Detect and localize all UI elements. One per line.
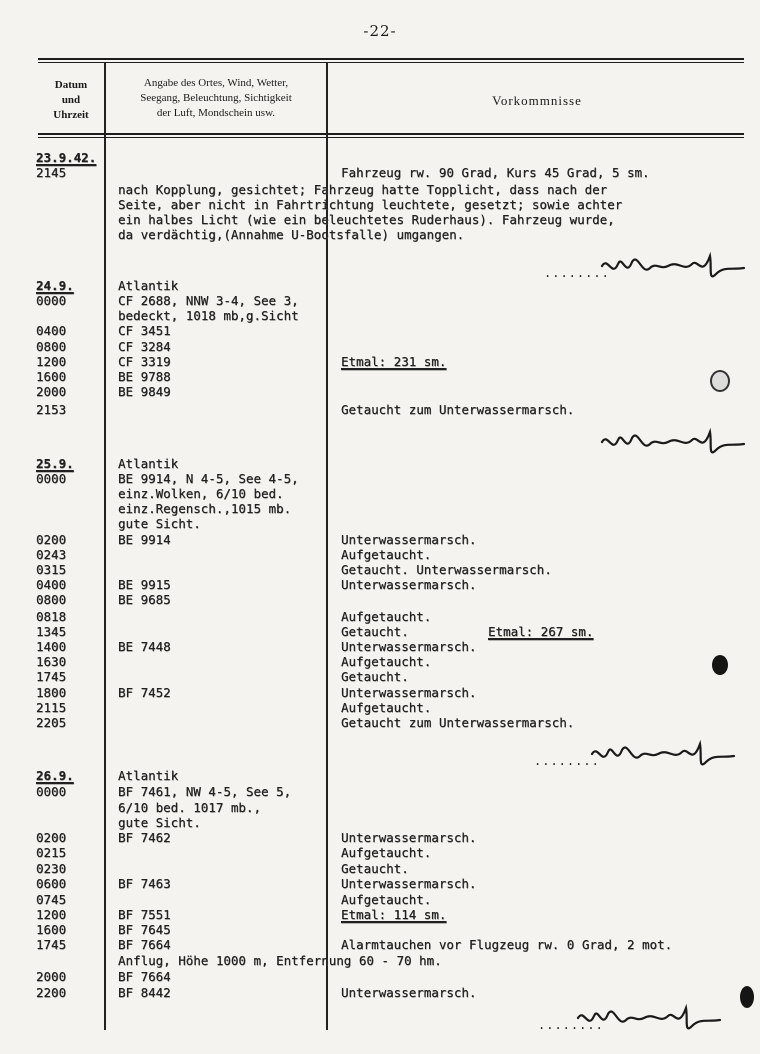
entry-time: 0243 [36,547,67,562]
entry-position: CF 3319 [118,354,171,369]
entry-time: 0745 [36,892,67,907]
event-text: Aufgetaucht. [341,547,432,562]
weather-text: gute Sicht. [118,516,201,531]
entry-position: BF 7551 [118,907,171,922]
event-text: Getaucht zum Unterwassermarsch. [341,402,575,417]
entry-time: 2000 [36,969,67,984]
entry-position: BE 9685 [118,592,171,607]
header-top-rule [38,58,744,60]
event-text: Unterwassermarsch. [341,532,477,547]
event-text: Getaucht. [341,669,409,684]
signature-2 [598,424,748,464]
entry-time: 2205 [36,715,67,730]
entry-time: 2153 [36,402,67,417]
signature-4 [574,1000,724,1040]
entry-time: 2145 [36,165,67,180]
entry-time: 2000 [36,384,67,399]
weather-text: gute Sicht. [118,815,201,830]
event-text: Seite, aber nicht in Fahrtrichtung leuchtete, gesetzt; sowie achter [118,197,623,212]
event-text: Unterwassermarsch. [341,830,477,845]
entry-time: 0400 [36,577,67,592]
entry-date: 26.9. [36,768,74,783]
weather-text: einz.Wolken, 6/10 bed. [118,486,284,501]
event-text: Getaucht. [341,624,409,639]
weather-text: Atlantik [118,768,179,783]
event-text: Getaucht. Unterwassermarsch. [341,562,552,577]
entry-position: BF 7645 [118,922,171,937]
header-datum [38,78,104,123]
entry-time: 0000 [36,293,67,308]
entry-time: 2200 [36,985,67,1000]
entry-time: 0200 [36,532,67,547]
entry-time: 1745 [36,937,67,952]
entry-position: BF 7664 [118,969,171,984]
entry-time: 1400 [36,639,67,654]
etmal-text: Etmal: 231 sm. [341,354,447,369]
weather-text: einz.Regensch.,1015 mb. [118,501,292,516]
entry-position: BE 9915 [118,577,171,592]
entry-time: 0230 [36,861,67,876]
entry-date: 24.9. [36,278,74,293]
signature-dots: ........ [534,754,600,768]
header-angabe-line: Seegang, Beleuchtung, Sichtigkeit [140,92,292,104]
entry-time: 0200 [36,830,67,845]
signature-1 [598,248,748,288]
header-datum-line: Uhrzeit [53,109,89,121]
header-datum-line: und [61,94,81,106]
entry-time: 0600 [36,876,67,891]
punch-hole-mark [740,986,754,1008]
event-text: nach Kopplung, gesichtet; Fahrzeug hatte Topplicht, dass nach der [118,182,608,197]
entry-date: 25.9. [36,456,74,471]
column-divider-datum [104,62,106,1030]
entry-time: 0000 [36,471,67,486]
etmal-text: Etmal: 267 sm. [488,624,594,639]
event-text: Fahrzeug rw. 90 Grad, Kurs 45 Grad, 5 sm. [341,165,650,180]
event-text: Aufgetaucht. [341,700,432,715]
entry-position: BF 7664 [118,937,171,952]
event-text: Aufgetaucht. [341,609,432,624]
event-text: Getaucht. [341,861,409,876]
header-bottom-rule [38,133,744,135]
weather-text: bedeckt, 1018 mb,g.Sicht [118,308,299,323]
header-datum-line: Datum [54,79,88,91]
punch-hole-mark [712,655,728,675]
entry-position: BE 9914 [118,532,171,547]
entry-time: 1600 [36,369,67,384]
event-text: Unterwassermarsch. [341,685,477,700]
event-text: Unterwassermarsch. [341,639,477,654]
header-bottom-rule-2 [38,137,744,138]
event-text: Anflug, Höhe 1000 m, Entfernung 60 - 70 hm. [118,953,442,968]
event-text: da verdächtig,(Annahme U-Bootsfalle) umgangen. [118,227,465,242]
entry-time: 1345 [36,624,67,639]
entry-position: BF 7452 [118,685,171,700]
entry-position: BE 9849 [118,384,171,399]
entry-time: 0315 [36,562,67,577]
entry-time: 0215 [36,845,67,860]
event-text: Alarmtauchen vor Flugzeug rw. 0 Grad, 2 mot. [341,937,673,952]
entry-time: 1200 [36,354,67,369]
weather-text: Atlantik [118,456,179,471]
event-text: Unterwassermarsch. [341,876,477,891]
entry-position: BF 7462 [118,830,171,845]
entry-time: 1600 [36,922,67,937]
event-text: ein halbes Licht (wie ein beleuchtetes Ruderhaus). Fahrzeug wurde, [118,212,615,227]
header-vorkommnisse: Vorkommnisse [492,93,582,108]
entry-time: 0800 [36,592,67,607]
entry-time: 1200 [36,907,67,922]
signature-3 [588,736,738,776]
weather-text: CF 2688, NNW 3-4, See 3, [118,293,299,308]
weather-text: Atlantik [118,278,179,293]
entry-position: BF 8442 [118,985,171,1000]
entry-position: BE 9788 [118,369,171,384]
event-text: Getaucht zum Unterwassermarsch. [341,715,575,730]
entry-position: BF 7463 [118,876,171,891]
event-text: Aufgetaucht. [341,892,432,907]
header-angabe-line: der Luft, Mondschein usw. [156,107,276,119]
signature-dots: ........ [538,1018,604,1032]
etmal-text: Etmal: 114 sm. [341,907,447,922]
header-top-rule-2 [38,62,744,63]
entry-time: 1800 [36,685,67,700]
event-text: Aufgetaucht. [341,845,432,860]
entry-position: BE 7448 [118,639,171,654]
event-text: Unterwassermarsch. [341,985,477,1000]
punch-hole-mark [710,370,730,392]
entry-date: 23.9.42. [36,150,97,165]
weather-text: 6/10 bed. 1017 mb., [118,800,261,815]
entry-position: CF 3284 [118,339,171,354]
signature-dots: ........ [544,266,610,280]
entry-time: 0818 [36,609,67,624]
event-text: Unterwassermarsch. [341,577,477,592]
entry-time: 1630 [36,654,67,669]
header-angabe-line: Angabe des Ortes, Wind, Wetter, [143,77,289,89]
event-text: Aufgetaucht. [341,654,432,669]
entry-position: CF 3451 [118,323,171,338]
entry-time: 1745 [36,669,67,684]
page-number: -22- [363,22,397,40]
weather-text: BF 7461, NW 4-5, See 5, [118,784,292,799]
entry-time: 0800 [36,339,67,354]
entry-time: 0000 [36,784,67,799]
header-angabe [106,76,326,121]
entry-time: 2115 [36,700,67,715]
entry-time: 0400 [36,323,67,338]
weather-text: BE 9914, N 4-5, See 4-5, [118,471,299,486]
